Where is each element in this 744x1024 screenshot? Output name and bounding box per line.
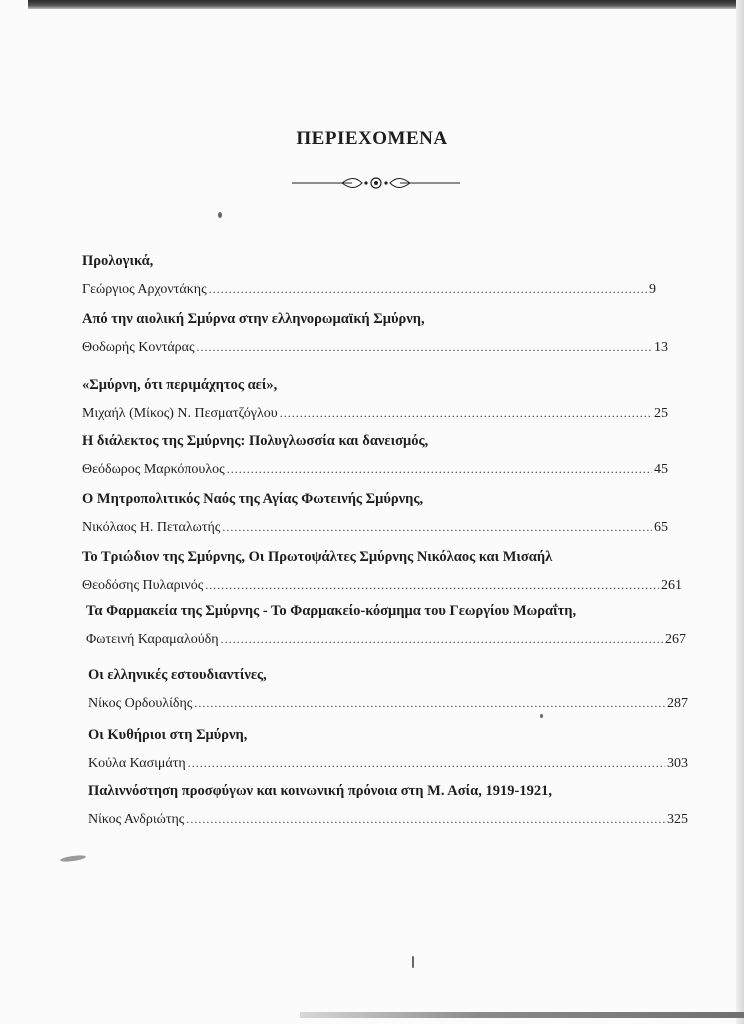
scan-right-edge [736, 0, 744, 1024]
dot-leader [221, 630, 663, 648]
entry-author: Φωτεινή Καραμαλούδη [86, 632, 219, 647]
ornament-divider-icon [292, 172, 460, 194]
entry-page-number: 287 [667, 696, 688, 711]
scan-bottom-edge [300, 1012, 744, 1018]
entry-author: Θεοδόσης Πυλαρινός [82, 578, 204, 593]
entry-title: Οι ελληνικές εστουδιαντίνες, [88, 667, 267, 683]
entry-author: Κούλα Κασιμάτη [88, 756, 186, 771]
entry-page-number: 65 [654, 520, 668, 535]
entry-author: Νίκος Ανδριώτης [88, 812, 185, 827]
toc-entry [82, 376, 682, 423]
dust-speck [218, 212, 222, 218]
entry-title: Ο Μητροπολιτικός Ναός της Αγίας Φωτεινής Σμύρνης, [82, 491, 424, 507]
entry-row [82, 460, 682, 479]
dot-leader [227, 460, 652, 478]
entry-title: Οι Κυθήριοι στη Σμύρνη, [88, 727, 248, 743]
entry-row [82, 280, 682, 299]
dust-speck [540, 714, 543, 718]
dot-leader [205, 576, 659, 594]
toc-entry [86, 602, 686, 649]
entry-page-number: 45 [654, 462, 668, 477]
toc-entry [88, 726, 688, 773]
entry-title: Προλογικά, [82, 253, 154, 269]
entry-author: Θεόδωρος Μαρκόπουλος [82, 462, 225, 477]
entry-page-number: 325 [667, 812, 688, 827]
entry-title: Το Τριώδιον της Σμύρνης, Οι Πρωτοψάλτες Σμύρνης Νικόλαος και Μισαήλ [82, 549, 553, 565]
entry-row [82, 338, 682, 357]
toc-entry [82, 310, 682, 357]
toc-entry [82, 490, 682, 537]
entry-page-number: 261 [661, 578, 682, 593]
entry-row [82, 404, 682, 423]
page-title: ΠΕΡΙΕΧΟΜΕΝΑ [296, 128, 448, 149]
entry-page-number: 267 [665, 632, 686, 647]
dot-leader [209, 280, 647, 298]
dot-leader [194, 694, 665, 712]
entry-title: «Σμύρνη, ότι περιμάχητος αεί», [82, 377, 278, 393]
toc-entry [88, 666, 688, 713]
entry-title: Τα Φαρμακεία της Σμύρνης - Το Φαρμακείο-κόσμημα του Γεωργίου Μωραΐτη, [86, 603, 577, 619]
entry-row [82, 518, 682, 537]
entry-author: Θοδωρής Κοντάρας [82, 340, 195, 355]
dot-leader [186, 810, 665, 828]
dot-leader [197, 338, 652, 356]
entry-page-number: 13 [654, 340, 668, 355]
ink-smudge [60, 854, 86, 863]
dot-leader [280, 404, 652, 422]
toc-entry [88, 782, 688, 829]
entry-title: Παλιννόστηση προσφύγων και κοινωνική πρόνοια στη Μ. Ασία, 1919-1921, [88, 783, 552, 799]
entry-page-number: 303 [667, 756, 688, 771]
entry-author: Γεώργιος Αρχοντάκης [82, 282, 207, 297]
entry-title: Από την αιολική Σμύρνα στην ελληνορωμαϊκή Σμύρνη, [82, 311, 425, 327]
dust-speck [412, 956, 414, 968]
entry-author: Νίκος Ορδουλίδης [88, 696, 193, 711]
entry-page-number: 9 [649, 282, 656, 297]
toc-entry [82, 432, 682, 479]
scan-top-edge [28, 0, 744, 9]
dot-leader [222, 518, 652, 536]
entry-author: Νικόλαος Η. Πεταλωτής [82, 520, 221, 535]
dot-leader [188, 754, 665, 772]
entry-row [88, 694, 688, 713]
entry-row [86, 630, 686, 649]
toc-entry [82, 548, 682, 595]
entry-author: Μιχαήλ (Μίκος) Ν. Πεσματζόγλου [82, 406, 278, 421]
entry-page-number: 25 [654, 406, 668, 421]
entry-row [82, 576, 682, 595]
entry-title: Η διάλεκτος της Σμύρνης: Πολυγλωσσία και δανεισμός, [82, 433, 429, 449]
entry-row [88, 810, 688, 829]
toc-entry [82, 252, 682, 299]
entry-row [88, 754, 688, 773]
